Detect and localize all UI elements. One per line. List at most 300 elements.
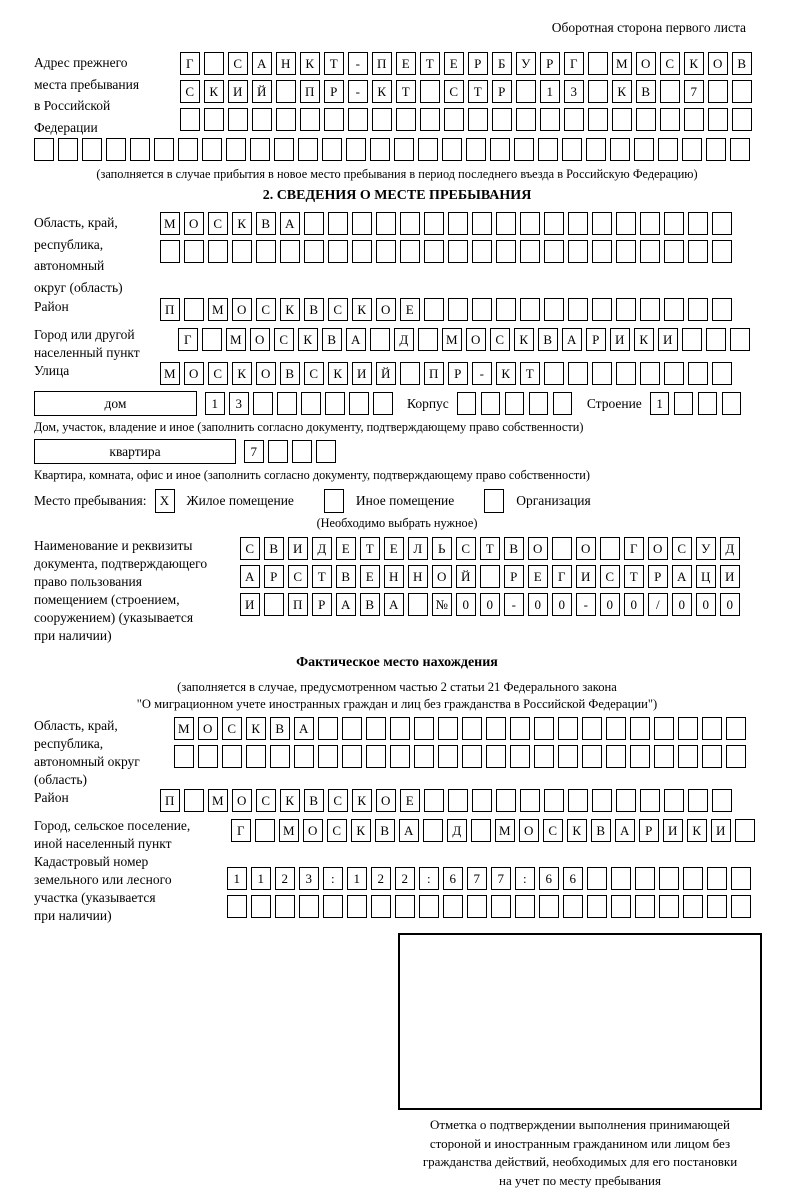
char-cell[interactable]: М: [160, 362, 180, 385]
char-cell[interactable]: -: [472, 362, 492, 385]
char-cell[interactable]: С: [288, 565, 308, 588]
char-cell[interactable]: [370, 328, 390, 351]
char-cell[interactable]: [328, 212, 348, 235]
char-cell[interactable]: [539, 895, 559, 918]
char-cell[interactable]: [268, 440, 288, 463]
char-cell[interactable]: [462, 717, 482, 740]
char-cell[interactable]: [82, 138, 102, 161]
char-cell[interactable]: [251, 895, 271, 918]
char-cell[interactable]: Й: [456, 565, 476, 588]
char-cell[interactable]: [529, 392, 549, 415]
char-cell[interactable]: Р: [468, 52, 488, 75]
char-cell[interactable]: [510, 745, 530, 768]
char-cell[interactable]: [304, 240, 324, 263]
char-cell[interactable]: М: [495, 819, 515, 842]
char-cell[interactable]: С: [672, 537, 692, 560]
char-cell[interactable]: [606, 717, 626, 740]
char-cell[interactable]: [318, 745, 338, 768]
char-cell[interactable]: [491, 895, 511, 918]
char-cell[interactable]: [420, 108, 440, 131]
char-cell[interactable]: [270, 745, 290, 768]
char-cell[interactable]: 1: [251, 867, 271, 890]
char-cell[interactable]: [706, 138, 726, 161]
char-cell[interactable]: [342, 717, 362, 740]
char-cell[interactable]: -: [348, 80, 368, 103]
raion-row[interactable]: [160, 298, 736, 321]
char-cell[interactable]: [558, 717, 578, 740]
char-cell[interactable]: [346, 138, 366, 161]
char-cell[interactable]: [274, 138, 294, 161]
char-cell[interactable]: [467, 895, 487, 918]
char-cell[interactable]: [640, 789, 660, 812]
char-cell[interactable]: [706, 328, 726, 351]
char-cell[interactable]: [592, 789, 612, 812]
char-cell[interactable]: 0: [480, 593, 500, 616]
char-cell[interactable]: [732, 108, 752, 131]
char-cell[interactable]: [616, 298, 636, 321]
char-cell[interactable]: [635, 895, 655, 918]
prev-address-row-4[interactable]: [34, 138, 760, 161]
doc-row-3[interactable]: [240, 593, 744, 616]
char-cell[interactable]: [520, 789, 540, 812]
char-cell[interactable]: [544, 212, 564, 235]
gorod-row[interactable]: [178, 328, 754, 351]
char-cell[interactable]: В: [270, 717, 290, 740]
char-cell[interactable]: К: [300, 52, 320, 75]
char-cell[interactable]: К: [232, 362, 252, 385]
char-cell[interactable]: [316, 440, 336, 463]
char-cell[interactable]: [616, 240, 636, 263]
char-cell[interactable]: В: [538, 328, 558, 351]
char-cell[interactable]: Й: [252, 80, 272, 103]
char-cell[interactable]: [664, 298, 684, 321]
char-cell[interactable]: [300, 108, 320, 131]
char-cell[interactable]: [640, 362, 660, 385]
char-cell[interactable]: [232, 240, 252, 263]
char-cell[interactable]: [702, 717, 722, 740]
char-cell[interactable]: [731, 895, 751, 918]
char-cell[interactable]: [678, 745, 698, 768]
char-cell[interactable]: Г: [564, 52, 584, 75]
dom-number-cells[interactable]: [205, 392, 397, 415]
char-cell[interactable]: М: [208, 298, 228, 321]
char-cell[interactable]: [448, 298, 468, 321]
char-cell[interactable]: [562, 138, 582, 161]
char-cell[interactable]: [510, 717, 530, 740]
char-cell[interactable]: [544, 240, 564, 263]
char-cell[interactable]: [684, 108, 704, 131]
char-cell[interactable]: 0: [528, 593, 548, 616]
char-cell[interactable]: К: [246, 717, 266, 740]
char-cell[interactable]: [534, 717, 554, 740]
fact-oblast-row-1[interactable]: [174, 717, 750, 740]
char-cell[interactable]: Л: [408, 537, 428, 560]
char-cell[interactable]: И: [720, 565, 740, 588]
char-cell[interactable]: [582, 745, 602, 768]
char-cell[interactable]: С: [228, 52, 248, 75]
char-cell[interactable]: Р: [586, 328, 606, 351]
char-cell[interactable]: [490, 138, 510, 161]
char-cell[interactable]: [202, 328, 222, 351]
char-cell[interactable]: В: [322, 328, 342, 351]
dom-box[interactable]: дом: [34, 391, 197, 416]
char-cell[interactable]: [612, 108, 632, 131]
char-cell[interactable]: О: [232, 789, 252, 812]
char-cell[interactable]: 1: [227, 867, 247, 890]
char-cell[interactable]: :: [515, 867, 535, 890]
char-cell[interactable]: Р: [648, 565, 668, 588]
char-cell[interactable]: Е: [400, 298, 420, 321]
char-cell[interactable]: С: [256, 789, 276, 812]
char-cell[interactable]: К: [298, 328, 318, 351]
char-cell[interactable]: И: [658, 328, 678, 351]
char-cell[interactable]: В: [591, 819, 611, 842]
char-cell[interactable]: [438, 717, 458, 740]
char-cell[interactable]: [481, 392, 501, 415]
char-cell[interactable]: [664, 240, 684, 263]
char-cell[interactable]: С: [456, 537, 476, 560]
char-cell[interactable]: 6: [539, 867, 559, 890]
char-cell[interactable]: [698, 392, 718, 415]
char-cell[interactable]: Г: [231, 819, 251, 842]
char-cell[interactable]: :: [323, 867, 343, 890]
char-cell[interactable]: А: [240, 565, 260, 588]
char-cell[interactable]: [544, 789, 564, 812]
char-cell[interactable]: С: [274, 328, 294, 351]
char-cell[interactable]: [371, 895, 391, 918]
char-cell[interactable]: [586, 138, 606, 161]
char-cell[interactable]: [731, 867, 751, 890]
char-cell[interactable]: Б: [492, 52, 512, 75]
char-cell[interactable]: [600, 537, 620, 560]
char-cell[interactable]: [516, 80, 536, 103]
char-cell[interactable]: [486, 745, 506, 768]
char-cell[interactable]: 0: [720, 593, 740, 616]
char-cell[interactable]: [318, 717, 338, 740]
char-cell[interactable]: [568, 298, 588, 321]
char-cell[interactable]: 0: [624, 593, 644, 616]
char-cell[interactable]: [611, 867, 631, 890]
char-cell[interactable]: Д: [394, 328, 414, 351]
char-cell[interactable]: О: [250, 328, 270, 351]
char-cell[interactable]: 1: [650, 392, 670, 415]
char-cell[interactable]: [616, 789, 636, 812]
char-cell[interactable]: Е: [444, 52, 464, 75]
char-cell[interactable]: [636, 108, 656, 131]
char-cell[interactable]: С: [222, 717, 242, 740]
char-cell[interactable]: [563, 895, 583, 918]
char-cell[interactable]: [444, 108, 464, 131]
char-cell[interactable]: [588, 108, 608, 131]
char-cell[interactable]: М: [208, 789, 228, 812]
char-cell[interactable]: 0: [600, 593, 620, 616]
char-cell[interactable]: О: [648, 537, 668, 560]
char-cell[interactable]: [252, 108, 272, 131]
char-cell[interactable]: [735, 819, 755, 842]
char-cell[interactable]: :: [419, 867, 439, 890]
char-cell[interactable]: [352, 212, 372, 235]
char-cell[interactable]: [390, 745, 410, 768]
char-cell[interactable]: [462, 745, 482, 768]
char-cell[interactable]: -: [504, 593, 524, 616]
char-cell[interactable]: 7: [467, 867, 487, 890]
char-cell[interactable]: [492, 108, 512, 131]
char-cell[interactable]: [568, 240, 588, 263]
prev-address-row-3[interactable]: [180, 108, 756, 131]
char-cell[interactable]: М: [612, 52, 632, 75]
char-cell[interactable]: С: [208, 362, 228, 385]
char-cell[interactable]: [34, 138, 54, 161]
char-cell[interactable]: [688, 789, 708, 812]
char-cell[interactable]: [702, 745, 722, 768]
char-cell[interactable]: [520, 240, 540, 263]
doc-row-1[interactable]: [240, 537, 744, 560]
char-cell[interactable]: [582, 717, 602, 740]
char-cell[interactable]: [423, 819, 443, 842]
char-cell[interactable]: [396, 108, 416, 131]
fact-oblast-row-2[interactable]: [174, 745, 750, 768]
char-cell[interactable]: [496, 298, 516, 321]
char-cell[interactable]: С: [327, 819, 347, 842]
ulitsa-row[interactable]: [160, 362, 736, 385]
char-cell[interactable]: [466, 138, 486, 161]
char-cell[interactable]: К: [280, 789, 300, 812]
char-cell[interactable]: [322, 138, 342, 161]
char-cell[interactable]: А: [562, 328, 582, 351]
char-cell[interactable]: [174, 745, 194, 768]
char-cell[interactable]: [630, 717, 650, 740]
char-cell[interactable]: О: [636, 52, 656, 75]
char-cell[interactable]: О: [376, 789, 396, 812]
kvartira-box[interactable]: квартира: [34, 439, 236, 464]
char-cell[interactable]: [366, 745, 386, 768]
char-cell[interactable]: 2: [395, 867, 415, 890]
char-cell[interactable]: [496, 240, 516, 263]
char-cell[interactable]: [400, 212, 420, 235]
char-cell[interactable]: О: [708, 52, 728, 75]
char-cell[interactable]: 3: [564, 80, 584, 103]
char-cell[interactable]: [253, 392, 273, 415]
char-cell[interactable]: [635, 867, 655, 890]
char-cell[interactable]: [424, 298, 444, 321]
char-cell[interactable]: [520, 212, 540, 235]
char-cell[interactable]: [275, 895, 295, 918]
char-cell[interactable]: [568, 789, 588, 812]
char-cell[interactable]: [347, 895, 367, 918]
char-cell[interactable]: И: [576, 565, 596, 588]
char-cell[interactable]: [246, 745, 266, 768]
char-cell[interactable]: К: [496, 362, 516, 385]
char-cell[interactable]: К: [372, 80, 392, 103]
char-cell[interactable]: [292, 440, 312, 463]
char-cell[interactable]: [202, 138, 222, 161]
char-cell[interactable]: М: [226, 328, 246, 351]
char-cell[interactable]: [204, 52, 224, 75]
char-cell[interactable]: К: [684, 52, 704, 75]
checkbox-inoe[interactable]: [324, 489, 344, 513]
char-cell[interactable]: [592, 240, 612, 263]
char-cell[interactable]: [448, 240, 468, 263]
char-cell[interactable]: [250, 138, 270, 161]
char-cell[interactable]: 0: [696, 593, 716, 616]
char-cell[interactable]: 3: [229, 392, 249, 415]
char-cell[interactable]: [208, 240, 228, 263]
char-cell[interactable]: [707, 895, 727, 918]
char-cell[interactable]: [58, 138, 78, 161]
char-cell[interactable]: [568, 362, 588, 385]
char-cell[interactable]: [370, 138, 390, 161]
char-cell[interactable]: О: [432, 565, 452, 588]
char-cell[interactable]: [712, 212, 732, 235]
char-cell[interactable]: [674, 392, 694, 415]
char-cell[interactable]: [658, 138, 678, 161]
char-cell[interactable]: [471, 819, 491, 842]
char-cell[interactable]: Д: [312, 537, 332, 560]
char-cell[interactable]: [553, 392, 573, 415]
char-cell[interactable]: [394, 138, 414, 161]
char-cell[interactable]: [414, 717, 434, 740]
char-cell[interactable]: В: [504, 537, 524, 560]
char-cell[interactable]: [414, 745, 434, 768]
char-cell[interactable]: [707, 867, 727, 890]
char-cell[interactable]: [592, 362, 612, 385]
char-cell[interactable]: [438, 745, 458, 768]
char-cell[interactable]: О: [466, 328, 486, 351]
char-cell[interactable]: [390, 717, 410, 740]
char-cell[interactable]: [348, 108, 368, 131]
char-cell[interactable]: [496, 212, 516, 235]
char-cell[interactable]: В: [636, 80, 656, 103]
char-cell[interactable]: [419, 895, 439, 918]
char-cell[interactable]: [299, 895, 319, 918]
char-cell[interactable]: [520, 298, 540, 321]
char-cell[interactable]: 6: [443, 867, 463, 890]
char-cell[interactable]: 1: [347, 867, 367, 890]
char-cell[interactable]: [424, 789, 444, 812]
char-cell[interactable]: [301, 392, 321, 415]
char-cell[interactable]: К: [232, 212, 252, 235]
char-cell[interactable]: В: [304, 298, 324, 321]
char-cell[interactable]: -: [348, 52, 368, 75]
char-cell[interactable]: [708, 108, 728, 131]
char-cell[interactable]: [294, 745, 314, 768]
char-cell[interactable]: К: [567, 819, 587, 842]
char-cell[interactable]: [616, 212, 636, 235]
char-cell[interactable]: [683, 867, 703, 890]
char-cell[interactable]: А: [384, 593, 404, 616]
char-cell[interactable]: К: [352, 298, 372, 321]
char-cell[interactable]: [130, 138, 150, 161]
char-cell[interactable]: [516, 108, 536, 131]
char-cell[interactable]: [588, 80, 608, 103]
char-cell[interactable]: [726, 717, 746, 740]
char-cell[interactable]: [564, 108, 584, 131]
char-cell[interactable]: И: [228, 80, 248, 103]
char-cell[interactable]: В: [732, 52, 752, 75]
char-cell[interactable]: [443, 895, 463, 918]
char-cell[interactable]: [323, 895, 343, 918]
char-cell[interactable]: К: [280, 298, 300, 321]
char-cell[interactable]: Е: [396, 52, 416, 75]
char-cell[interactable]: Н: [384, 565, 404, 588]
char-cell[interactable]: [664, 362, 684, 385]
kvartira-cells[interactable]: [244, 440, 340, 463]
char-cell[interactable]: Р: [540, 52, 560, 75]
char-cell[interactable]: Р: [448, 362, 468, 385]
char-cell[interactable]: [587, 867, 607, 890]
char-cell[interactable]: С: [208, 212, 228, 235]
char-cell[interactable]: [227, 895, 247, 918]
char-cell[interactable]: Т: [468, 80, 488, 103]
char-cell[interactable]: [400, 362, 420, 385]
char-cell[interactable]: О: [303, 819, 323, 842]
char-cell[interactable]: Р: [639, 819, 659, 842]
char-cell[interactable]: В: [264, 537, 284, 560]
char-cell[interactable]: [457, 392, 477, 415]
char-cell[interactable]: [722, 392, 742, 415]
char-cell[interactable]: [298, 138, 318, 161]
char-cell[interactable]: [180, 108, 200, 131]
char-cell[interactable]: [276, 80, 296, 103]
char-cell[interactable]: Е: [528, 565, 548, 588]
char-cell[interactable]: Т: [324, 52, 344, 75]
char-cell[interactable]: [726, 745, 746, 768]
char-cell[interactable]: С: [328, 298, 348, 321]
char-cell[interactable]: [276, 108, 296, 131]
char-cell[interactable]: [505, 392, 525, 415]
char-cell[interactable]: В: [375, 819, 395, 842]
char-cell[interactable]: [730, 328, 750, 351]
char-cell[interactable]: С: [304, 362, 324, 385]
char-cell[interactable]: Т: [420, 52, 440, 75]
char-cell[interactable]: [486, 717, 506, 740]
char-cell[interactable]: Н: [408, 565, 428, 588]
char-cell[interactable]: 1: [205, 392, 225, 415]
char-cell[interactable]: Е: [336, 537, 356, 560]
char-cell[interactable]: К: [514, 328, 534, 351]
fact-raion-row[interactable]: [160, 789, 736, 812]
char-cell[interactable]: [420, 80, 440, 103]
char-cell[interactable]: [640, 298, 660, 321]
char-cell[interactable]: П: [372, 52, 392, 75]
char-cell[interactable]: У: [516, 52, 536, 75]
char-cell[interactable]: [732, 80, 752, 103]
char-cell[interactable]: [654, 717, 674, 740]
char-cell[interactable]: М: [174, 717, 194, 740]
char-cell[interactable]: [256, 240, 276, 263]
char-cell[interactable]: [472, 212, 492, 235]
char-cell[interactable]: Р: [264, 565, 284, 588]
char-cell[interactable]: Т: [520, 362, 540, 385]
char-cell[interactable]: Ц: [696, 565, 716, 588]
char-cell[interactable]: [418, 138, 438, 161]
char-cell[interactable]: [418, 328, 438, 351]
char-cell[interactable]: К: [351, 819, 371, 842]
char-cell[interactable]: [373, 392, 393, 415]
char-cell[interactable]: /: [648, 593, 668, 616]
char-cell[interactable]: [588, 52, 608, 75]
char-cell[interactable]: [660, 108, 680, 131]
char-cell[interactable]: О: [576, 537, 596, 560]
prev-address-row-2[interactable]: [180, 80, 756, 103]
char-cell[interactable]: 0: [552, 593, 572, 616]
oblast-row-2[interactable]: [160, 240, 736, 263]
char-cell[interactable]: 1: [540, 80, 560, 103]
fact-gorod-row[interactable]: [231, 819, 759, 842]
char-cell[interactable]: С: [444, 80, 464, 103]
char-cell[interactable]: [664, 789, 684, 812]
char-cell[interactable]: В: [336, 565, 356, 588]
